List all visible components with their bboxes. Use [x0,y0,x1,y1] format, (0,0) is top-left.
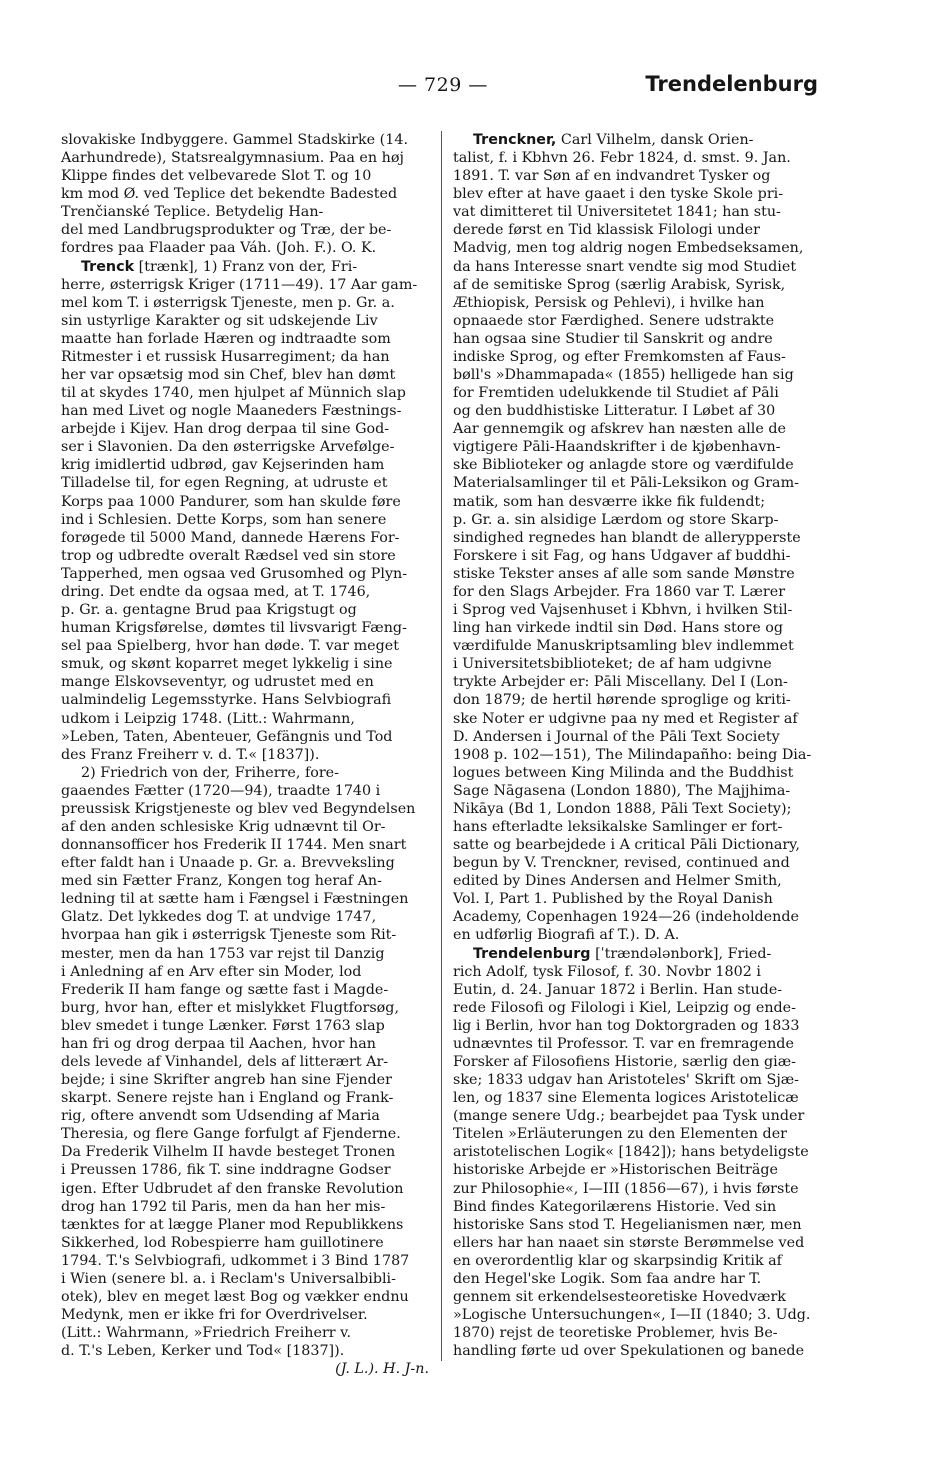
text-line: arbejde i Kijev. Han drog derpaa til sine God- [61,421,390,438]
text-line: gaaendes Fætter (1720—94), traadte 1740 i [61,782,381,799]
text-line: d. T.'s Leben, Kerker und Tod« [1837]). [61,1343,345,1360]
text-line: den Hegel'ske Logik. Som faa andre har T. [453,1270,762,1287]
text-line: for Fremtiden udelukkende til Studiet af Pāli [453,385,779,402]
text-line: trykte Arbejder er: Pāli Miscellany. Del I (Lon- [453,674,788,691]
text-line: han ogsaa sine Studier til Sanskrit og andre [453,330,773,347]
text-line: Frederik II ham fange og sætte fast i Magde- [61,981,389,998]
text-line: 1891. T. var Søn af en indvandret Tysker og [453,168,771,185]
column-divider [441,131,442,1361]
text-line: satte og bearbejdede i A critical Pāli Dictionary, [453,837,800,854]
entry-body [61,276,429,764]
text-line: vat dimitteret til Universitetet 1841; han stu- [453,204,781,221]
text-line: udnævntes til Professor. T. var en fremragende [453,1035,794,1052]
text-line: ind i Schlesien. Dette Korps, som han senere [61,511,387,528]
text-line: blev smedet i tunge Lænker. Først 1763 slap [61,1017,385,1034]
text-line: Vol. I, Part 1. Published by the Royal Danish [453,891,773,908]
text-line: Klippe findes det velbevarede Slot T. og 10 [61,168,372,185]
text-line: talist, f. i Kbhvn 26. Febr 1824, d. smst. 9. Jan. [453,150,791,167]
entry-trendelenburg [453,945,821,1361]
text-line: i Sprog ved Vajsenhuset i Kbhvn, i hvilken Stil- [453,602,793,619]
text-line: af den anden schlesiske Krig udnævnt til Or- [61,818,386,835]
text-line: des Franz Freiherr v. d. T.« [1837]). [61,746,320,763]
text-line: drog han 1792 til Paris, men da han her mis- [61,1198,386,1215]
text-line: ledning til at sætte ham i Fængsel i Fæstningen [61,891,409,908]
text-line: Glatz. Det lykkedes dog T. at undvige 1747, [61,909,377,926]
text-line: vigtigere Pāli-Haandskrifter i de kjøbenhavn- [453,439,781,456]
text-line: Aarhundrede), Statsrealgymnasium. Paa en høj [61,150,404,167]
text-line: af de semitiske Sprog (særlig Arabisk, Syrisk, [453,276,786,293]
headword: Trendelenburg [473,945,591,962]
text-line: matik, som han desværre ikke fik fuldendt; [453,493,766,510]
text-line: herre, østerrigsk Kriger (1711—49). 17 Aar gam- [61,276,418,293]
text-line: preussisk Krigstjeneste og blev ved Begyndelsen [61,800,416,817]
text-line: opnaaede stor Færdighed. Senere udstrakte [453,312,775,329]
text-line: maatte han forlade Hæren og indtraadte som [61,330,391,347]
text-line: Aar gennemgik og afskrev han næsten alle de [453,421,786,438]
text-line: bøll's »Dhammapada« (1855) helligede han sig [453,367,794,384]
entry-trenck [61,258,429,1379]
text-line: dring. Det endte da ogsaa med, at T. 1746, [61,583,371,600]
text-line: efter faldt han i Unaade p. Gr. a. Brevveksling [61,855,395,872]
text-line: i Anledning af en Arv efter sin Moder, lod [61,963,362,980]
text-line: da hans Interesse snart vendte sig mod Studiet [453,258,797,275]
text-line: hans efterladte leksikalske Samlinger er fort- [453,818,783,835]
text-line: og den buddhistiske Litteratur. I Løbet af 30 [453,403,776,420]
text-line: tænktes for at lægge Planer mod Republikkens [61,1216,404,1233]
text-line: ske Biblioteker og anlagde store og værdifulde [453,457,794,474]
text-line: Sikkerhed, lod Robespierre ham guillotinere [61,1234,384,1251]
headword-rest: Carl Vilhelm, dansk Orien- [560,132,754,148]
text-line: lig i Berlin, hvor han tog Doktorgraden og 1833 [453,1017,800,1034]
entry-headline [453,131,821,149]
text-line: zur Philosophie«, I—III (1856—67), i hvis første [453,1180,799,1197]
text-line: 1794. T.'s Selvbiografi, udkommet i 3 Bind 1787 [61,1252,410,1269]
signature: (J. L.). H. J-n. [335,1361,429,1378]
text-line: Forsker af Filosofiens Historie, særlig den giæ- [453,1053,796,1070]
text-line: Eutin, d. 24. Januar 1872 i Berlin. Han stude- [453,981,783,998]
headword: Trenck [81,258,135,275]
headword-rest: [trænk], 1) Franz von der, Fri- [138,258,358,275]
text-line: mange Elskovseventyr, og udrustet med en [61,674,374,691]
text-line: Tapperhed, men ogsaa ved Grusomhed og Plyn- [61,565,408,582]
text-line: sindighed regnedes han blandt de allerypperste [453,529,801,546]
text-line: i Universitetsbiblioteket; de af ham udgivne [453,656,772,673]
left-column [61,131,429,1378]
text-line: med sin Fætter Franz, Kongen tog heraf An- [61,873,382,890]
text-line: værdifulde Manuskriptsamling blev indlemmet [453,638,794,655]
text-line: krig imidlertid udbrød, gav Kejserinden ham [61,457,385,474]
text-line: Da Frederik Vilhelm II havde besteget Tronen [61,1144,396,1161]
text-line: i Preussen 1786, fik T. sine inddragne Godser [61,1162,391,1179]
text-line: ellers har han naaet sin største Berømmelse ved [453,1234,805,1251]
text-line: edited by Dines Andersen and Helmer Smith, [453,873,782,890]
text-line: otek), blev en meget læst Bog og vækker endnu [61,1289,409,1305]
text-line: Madvig, men tog aldrig nogen Embedseksamen, [453,240,804,257]
text-line: en overordentlig klar og skarpsindig Kritik af [453,1252,782,1269]
text-line: Æthiopisk, Persisk og Pehlevi), i hvilke han [453,294,765,311]
text-line: sel paa Spielberg, hvor han døde. T. var meget [61,638,399,655]
text-line: derede først en Tid klassisk Filologi under [453,222,760,239]
running-head: Trendelenburg [645,72,818,96]
text-line: Trenčianské Teplice. Betydelig Han- [61,204,324,221]
entry-body [453,963,821,1361]
text-line: historiske Arbejde er »Historischen Beiträge [453,1162,778,1179]
text-line: igen. Efter Udbrudet af den franske Revolution [61,1180,404,1197]
text-line: don 1879; de hertil hørende sproglige og kriti- [453,692,791,709]
text-line: D. Andersen i Journal of the Pāli Text Society [453,728,780,745]
text-line: Bind findes Kategorilærens Historie. Ved sin [453,1198,777,1215]
text-line: rede Filosofi og Filologi i Kiel, Leipzig og ende- [453,999,796,1016]
text-line: (Litt.: Wahrmann, »Friedrich Freiherr v. [61,1325,352,1342]
text-line: Academy, Copenhagen 1924—26 (indeholdende [453,909,799,926]
text-line: Korps paa 1000 Pandurer, som han skulde føre [61,493,401,510]
text-line: 2) Friedrich von der, Friherre, fore- [81,764,339,781]
text-line: mel kom T. i østerrigsk Tjeneste, men p. Gr. a. [61,294,395,311]
text-line: Tilladelse til, for egen Regning, at udruste et [61,475,388,492]
page-number: — 729 — [398,74,488,96]
text-line: Theresia, og flere Gange forfulgt af Fjenderne. [61,1126,401,1143]
text-line: Forskere i sit Fag, og hans Udgaver af buddhi- [453,547,791,564]
text-line: i Wien (senere bl. a. i Reclam's Universalbibli- [61,1270,396,1287]
text-line: til at skydes 1740, men hjulpet af Münnich slap [61,385,406,402]
entry-body-second [61,764,429,1361]
entry-headline [453,945,821,963]
text-line: burg, hvor han, efter et mislykket Flugtforsøg, [61,999,399,1016]
text-line: donnansofficer hos Frederik II 1744. Men snart [61,837,407,854]
text-line: Nikāya (Bd 1, London 1888, Pāli Text Society); [453,800,792,817]
entry-trencin-continuation [61,131,429,258]
text-line: bejde; i sine Skrifter angreb han sine Fjender [61,1072,392,1089]
text-line: Medynk, men er ikke fri for Overdrivelser. [61,1307,368,1324]
text-line: ske; 1833 udgav han Aristoteles' Skrift om Sjæ- [453,1072,800,1089]
text-line: udkom i Leipzig 1748. (Litt.: Wahrmann, [61,710,355,727]
text-line: trop og udbredte overalt Rædsel ved sin store [61,547,396,564]
page-header [58,70,818,106]
text-line: forøgede til 5000 Mand, dannede Hærens For- [61,529,400,546]
right-column [453,131,821,1360]
text-line: (mange senere Udg.; bearbejdet paa Tysk under [453,1108,805,1125]
text-line: »Logische Untersuchungen«, I—II (1840; 3. Udg. [453,1307,811,1324]
text-line: stiske Tekster anses af alle som sande Mønstre [453,565,795,582]
text-line: fordres paa Flaader paa Váh. (Joh. F.). O. K. [61,240,377,257]
text-line: en udførlig Biografi af T.). D. A. [453,927,680,944]
text-line: ser i Slavonien. Da den østerrigske Arvefølge- [61,439,395,456]
text-line: handling førte ud over Spekulationen og banede [453,1343,805,1360]
text-line: han fri og drog derpaa til Aachen, hvor han [61,1035,376,1052]
text-line: del med Landbrugsprodukter og Træ, der be- [61,222,392,239]
text-line: rich Adolf, tysk Filosof, f. 30. Novbr 1802 i [453,963,761,980]
text-line: hvorpaa han gik i østerrigsk Tjeneste som Rit- [61,927,397,944]
text-line: »Leben, Taten, Abenteuer, Gefängnis und Tod [61,728,393,745]
text-line: for den Slags Arbejder. Fra 1860 var T. Lærer [453,583,786,600]
entry-headline [61,258,429,276]
text-line: rig, oftere anvendt som Udsending af Maria [61,1108,380,1125]
text-line: skarpt. Senere rejste han i England og Frank- [61,1090,394,1107]
text-line: ske Noter er udgivne paa ny med et Register af [453,710,798,727]
text-line: km mod Ø. ved Teplice det bekendte Badested [61,186,398,203]
text-line: begun by V. Trenckner, revised, continued and [453,855,790,872]
text-line: Titelen »Erläuterungen zu den Elementen der [453,1126,787,1143]
headword: Trenckner, [473,132,557,148]
text-line: Sage Nāgasena (London 1880), The Majjhima- [453,782,791,799]
text-line: 1870) rejst de teoretiske Problemer, hvis Be- [453,1325,778,1342]
text-line: logues between King Milinda and the Buddhist [453,764,794,781]
text-line: ling han virkede indtil sin Død. Hans store og [453,620,784,637]
text-line: p. Gr. a. sin alsidige Lærdom og store Skarp- [453,511,779,528]
text-line: gennem sit erkendelsesteoretiske Hovedværk [453,1289,786,1305]
text-line: her var opsætsig mod sin Chef, blev han dømt [61,367,396,384]
text-line: 1908 p. 102—151), The Milindapañho: being Dia- [453,746,812,763]
text-line: sin ustyrlige Karakter og sit udskejende Liv [61,312,378,329]
text-line: len, og 1837 sine Elementa logices Aristotelicæ [453,1090,799,1107]
text-line: ualmindelig Legemsstyrke. Hans Selvbiografi [61,692,392,709]
text-line: mester, men da han 1753 var rejst til Danzig [61,945,385,962]
text-line: p. Gr. a. gentagne Brud paa Krigstugt og [61,602,357,619]
text-line: dels levede af Vinhandel, dels af litterært Ar- [61,1053,389,1070]
text-line: han med Livet og nogle Maaneders Fæstnings- [61,403,402,420]
entry-trenckner [453,131,821,945]
text-line: slovakiske Indbyggere. Gammel Stadskirke (14. [61,132,408,148]
text-line: blev efter at have gaaet i den tyske Skole pri- [453,186,784,203]
entry-body [453,149,821,944]
headword-rest: [ˈtrændələnbork], Fried- [595,945,772,962]
text-line: human Krigsførelse, dømtes til livsvarigt Fæng- [61,620,407,637]
text-line: aristotelischen Logik« [1842]); hans betydeligste [453,1144,809,1161]
text-line: Materialsamlinger til et Pāli-Leksikon og Gram- [453,475,799,492]
text-line: indiske Sprog, og efter Fremkomsten af Faus- [453,348,786,365]
text-line: historiske Sans stod T. Hegelianismen nær, men [453,1216,802,1233]
text-line: Ritmester i et russisk Husarregiment; da han [61,348,390,365]
text-line: smuk, og skønt koparret meget lykkelig i sine [61,656,393,673]
